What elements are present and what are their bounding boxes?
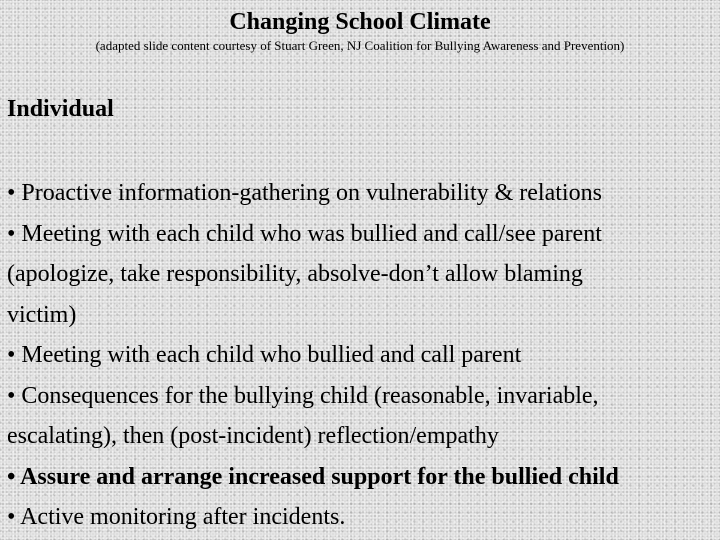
section-heading: Individual — [7, 96, 114, 122]
slide-subtitle: (adapted slide content courtesy of Stuart Green, NJ Coalition for Bullying Awareness and Prevention) — [95, 38, 625, 53]
bullet-proactive-info: • Proactive information-gathering on vulnerability & relations — [7, 180, 602, 206]
bullet-list — [7, 173, 712, 538]
bullet-consequences-cont: escalating), then (post-incident) reflection/empathy — [7, 423, 499, 449]
bullet-active-monitoring: • Active monitoring after incidents. — [7, 504, 346, 530]
bullet-consequences: • Consequences for the bullying child (reasonable, invariable, — [7, 382, 599, 409]
bullet-meeting-bullied-child: • Meeting with each child who was bullied and call/see parent — [7, 220, 602, 247]
bullet-meeting-bullied-child-cont1: (apologize, take responsibility, absolve-don’t allow blaming — [7, 261, 583, 287]
bullet-increased-support: • Assure and arrange increased support for the bullied child — [7, 463, 619, 490]
slide-title: Changing School Climate — [229, 9, 491, 35]
bullet-meeting-bullied-child-cont2: victim) — [7, 301, 77, 328]
bullet-meeting-bullying-child: • Meeting with each child who bullied and call parent — [7, 342, 522, 368]
